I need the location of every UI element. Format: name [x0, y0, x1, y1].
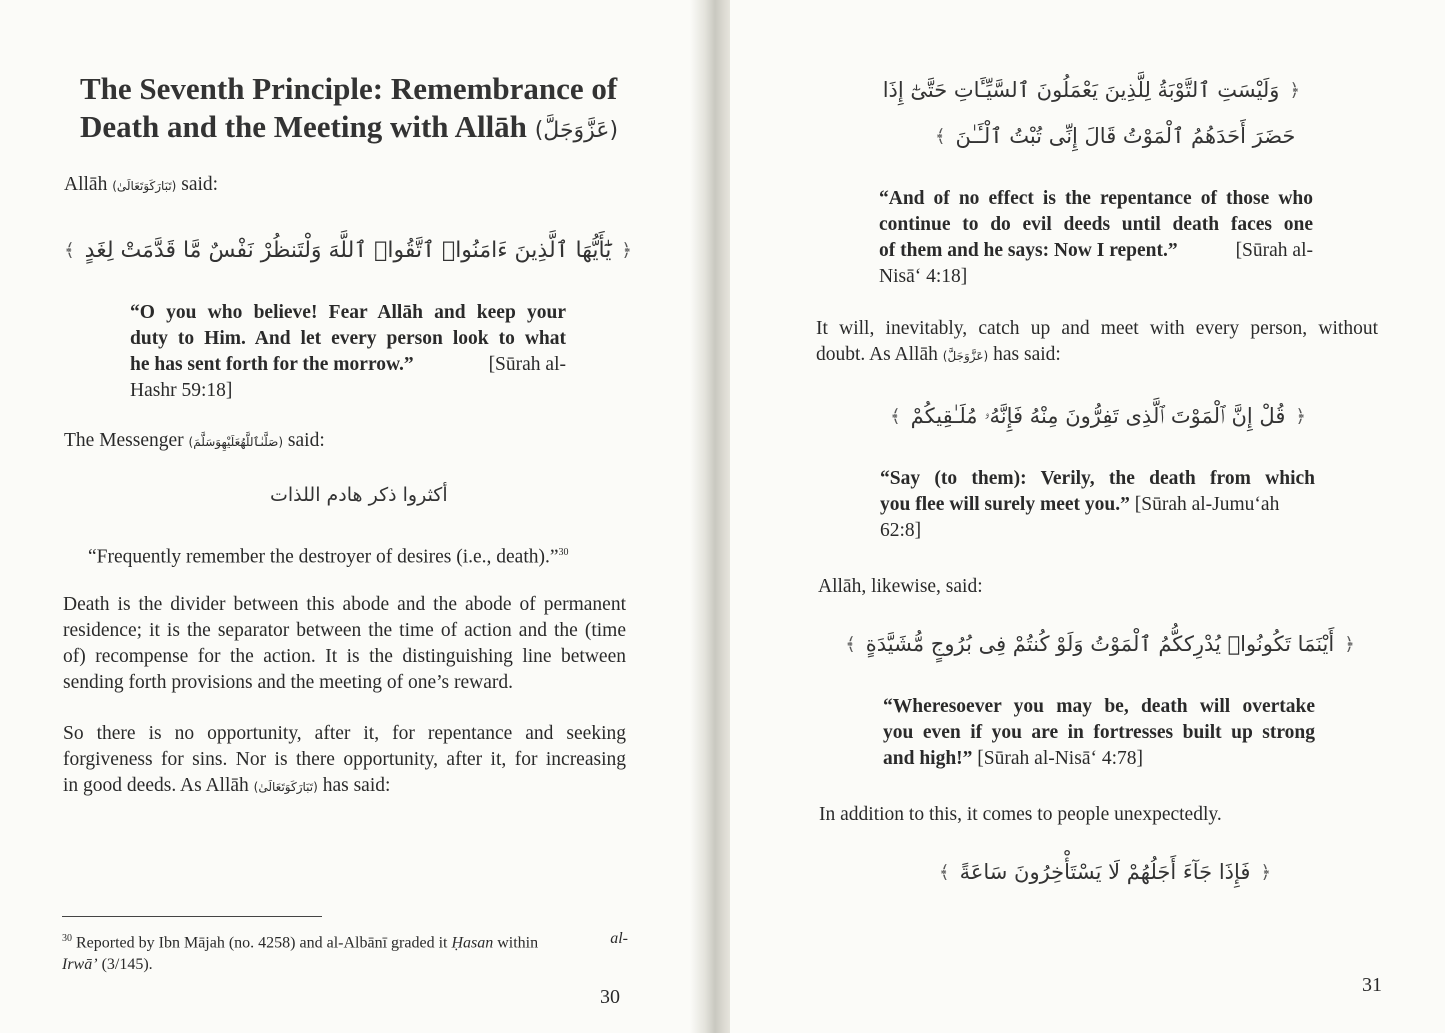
intro2-prefix: The Messenger: [64, 430, 184, 451]
title-honorific: (عَزَّوَجَلَّ): [534, 118, 619, 143]
para2-honorific: (تَبَارَكَوَتَعَالَىٰ): [253, 780, 318, 794]
ornament-bracket-icon: ﴾: [935, 125, 946, 147]
footnote-irwa: Irwā’: [62, 956, 98, 974]
paragraph-line: [63, 773, 626, 800]
paragraph-inevitably: [816, 316, 1378, 369]
intro-allah-likewise: Allāh, likewise, said:: [818, 576, 983, 597]
verse-b-reference-cont: 62:8]: [880, 520, 922, 541]
verse-b-line: [880, 492, 1315, 518]
footnote-marker: 30: [558, 547, 569, 558]
verse-a-line-text: of them and he says: Now I repent.”: [879, 240, 1178, 261]
chapter-title: [80, 70, 640, 150]
intro2-honorific: (صَلَّىٰٱللَّهُعَلَيْهِوَسَلَّمَ): [188, 435, 284, 449]
verse-a-reference: [Sūrah al-: [1235, 240, 1313, 261]
verse-1-line: duty to Him. And let every person look to what: [130, 328, 566, 349]
para1-line2-suffix: has said:: [993, 344, 1061, 365]
ornament-bracket-icon: ﴿: [1289, 79, 1300, 101]
paragraph-line: residence; it is the separator between the time of action and the (time: [63, 620, 626, 641]
verse-c-line: “Wheresoever you may be, death will overtake: [883, 696, 1315, 717]
para2-last-suffix: has said:: [322, 775, 391, 796]
verse-a-arabic-1: وَلَيْسَتِ ٱلتَّوْبَةُ لِلَّذِينَ يَعْمَلُونَ ٱلسَّيِّـَٔاتِ حَتَّىٰٓ إِذَا: [882, 78, 1280, 102]
paragraph-line: Death is the divider between this abode and the abode of permanent: [63, 594, 626, 615]
verse-d-arabic: فَإِذَا جَآءَ أَجَلُهُمْ لَا يَسْتَأْخِرُونَ سَاعَةً: [959, 860, 1251, 884]
para1-honorific: (عَزَّوَجَلَّ): [942, 349, 989, 363]
verse-1-arabic-line: [64, 238, 632, 263]
intro1-suffix: said:: [181, 174, 219, 195]
hadith-translation-text: “Frequently remember the destroyer of desires (i.e., death).”: [88, 546, 559, 568]
footnote-number: 30: [62, 933, 72, 944]
verse-a-line: [879, 238, 1313, 264]
paragraph-line: [816, 342, 1378, 369]
chapter-title-line2-text: Death and the Meeting with Allāh: [80, 109, 527, 144]
verse-c-translation: [883, 694, 1315, 772]
hadith-arabic: أكثروا ذكر هادم اللذات: [270, 484, 448, 506]
para2-last-prefix: in good deeds. As Allāh: [63, 775, 249, 796]
footnote-al: al-: [610, 930, 628, 947]
intro-messenger-said: [64, 428, 325, 455]
ornament-bracket-icon: ﴿: [1344, 633, 1355, 655]
paragraph-unexpectedly: In addition to this, it comes to people unexpectedly.: [819, 804, 1222, 825]
footnote-30: [62, 928, 628, 976]
footnote-text: Reported by Ibn Mājah (no. 4258) and al-Albānī graded it: [76, 934, 448, 952]
verse-a-translation: [879, 186, 1313, 290]
para1-line2-prefix: doubt. As Allāh: [816, 344, 938, 365]
verse-b-arabic: قُلْ إِنَّ ٱلْمَوْتَ ٱلَّذِى تَفِرُّونَ مِنْهُ فَإِنَّهُۥ مُلَـٰقِيكُمْ: [910, 404, 1286, 428]
verse-c-arabic: أَيْنَمَا تَكُونُوا۟ يُدْرِككُّمُ ٱلْمَوْتُ وَلَوْ كُنتُمْ فِى بُرُوجٍ مُّشَيَّدَةٍ: [865, 632, 1335, 656]
ornament-bracket-icon: ﴾: [64, 240, 75, 261]
verse-b-line: “Say (to them): Verily, the death from which: [880, 468, 1315, 489]
chapter-title-line2: [80, 108, 640, 150]
chapter-title-line1: The Seventh Principle: Remembrance of: [80, 71, 618, 106]
paragraph-line: So there is no opportunity, after it, for repentance and seeking: [63, 723, 626, 744]
intro1-honorific: (تَبَارَكَوَتَعَالَىٰ): [112, 179, 177, 193]
verse-c-arabic-line: [845, 632, 1355, 656]
footnote-ref: (3/145).: [101, 956, 153, 974]
verse-a-arabic-line-1: [880, 78, 1300, 102]
footnote-line-1: [62, 928, 538, 954]
verse-d-arabic-line: [939, 860, 1271, 884]
verse-c-line-text: and high!”: [883, 748, 973, 769]
ornament-bracket-icon: ﴿: [1295, 406, 1306, 427]
paragraph-line: forgiveness for sins. Nor is there opportunity, after it, for increasing: [63, 749, 626, 770]
ornament-bracket-icon: ﴿: [621, 240, 632, 261]
footnote-divider: [62, 916, 322, 917]
hadith-translation: [88, 540, 569, 571]
verse-1-line: [130, 352, 566, 378]
intro1-prefix: Allāh: [64, 174, 108, 195]
verse-a-arabic-line-2: [935, 124, 1296, 148]
intro-allah-said: [64, 172, 218, 199]
verse-1-line: “O you who believe! Fear Allāh and keep your: [130, 302, 566, 323]
verse-c-line: you even if you are in fortresses built up strong: [883, 722, 1315, 743]
verse-1-translation: [130, 300, 566, 404]
intro2-suffix: said:: [287, 430, 325, 451]
page-number-30: 30: [600, 986, 620, 1008]
footnote-hasan: Ḥasan: [451, 934, 494, 952]
left-page: [0, 0, 700, 1033]
verse-b-translation: [880, 466, 1315, 544]
verse-c-reference: [Sūrah al-Nisā‘ 4:78]: [977, 748, 1143, 769]
verse-a-reference-cont: Nisā‘ 4:18]: [879, 266, 968, 287]
verse-a-line: continue to do evil deeds until death faces one: [879, 214, 1313, 235]
verse-c-line: [883, 746, 1315, 772]
verse-1-reference: [Sūrah al-: [488, 354, 566, 375]
verse-b-arabic-line: [890, 404, 1306, 429]
ornament-bracket-icon: ﴾: [845, 633, 856, 655]
paragraph-death-divider: [63, 592, 626, 696]
verse-1-reference-cont: Hashr 59:18]: [130, 380, 233, 401]
footnote-line: [62, 928, 628, 954]
verse-b-line-text: you flee will surely meet you.”: [880, 494, 1130, 515]
ornament-bracket-icon: ﴾: [890, 406, 901, 427]
verse-a-line: “And of no effect is the repentance of those who: [879, 188, 1313, 209]
footnote-line-2: [62, 954, 628, 976]
paragraph-line: of) recompense for the action. It is the distinguishing line between: [63, 646, 626, 667]
footnote-text-b: within: [497, 934, 539, 952]
right-page: [730, 0, 1445, 1033]
verse-1-arabic: يَٰٓأَيُّهَا ٱلَّذِينَ ءَامَنُوا۟ ٱتَّقُوا۟ ٱللَّهَ وَلْتَنظُرْ نَفْسٌ مَّا قَدَّمَتْ لِغَدٍ: [84, 238, 612, 263]
page-number-31: 31: [1362, 974, 1382, 996]
paragraph-line: sending forth provisions and the meeting of one’s reward.: [63, 672, 514, 693]
verse-a-arabic-2: حَضَرَ أَحَدَهُمُ ٱلْمَوْتُ قَالَ إِنِّى تُبْتُ ٱلْـَٔـٰنَ: [955, 124, 1296, 148]
verse-b-reference: [Sūrah al-Jumu‘ah: [1134, 494, 1280, 515]
ornament-bracket-icon: ﴾: [939, 861, 950, 883]
ornament-bracket-icon: ﴿: [1260, 861, 1271, 883]
paragraph-line: It will, inevitably, catch up and meet with every person, without: [816, 318, 1378, 339]
paragraph-no-opportunity: [63, 721, 626, 800]
verse-1-line-text: he has sent forth for the morrow.”: [130, 354, 414, 375]
